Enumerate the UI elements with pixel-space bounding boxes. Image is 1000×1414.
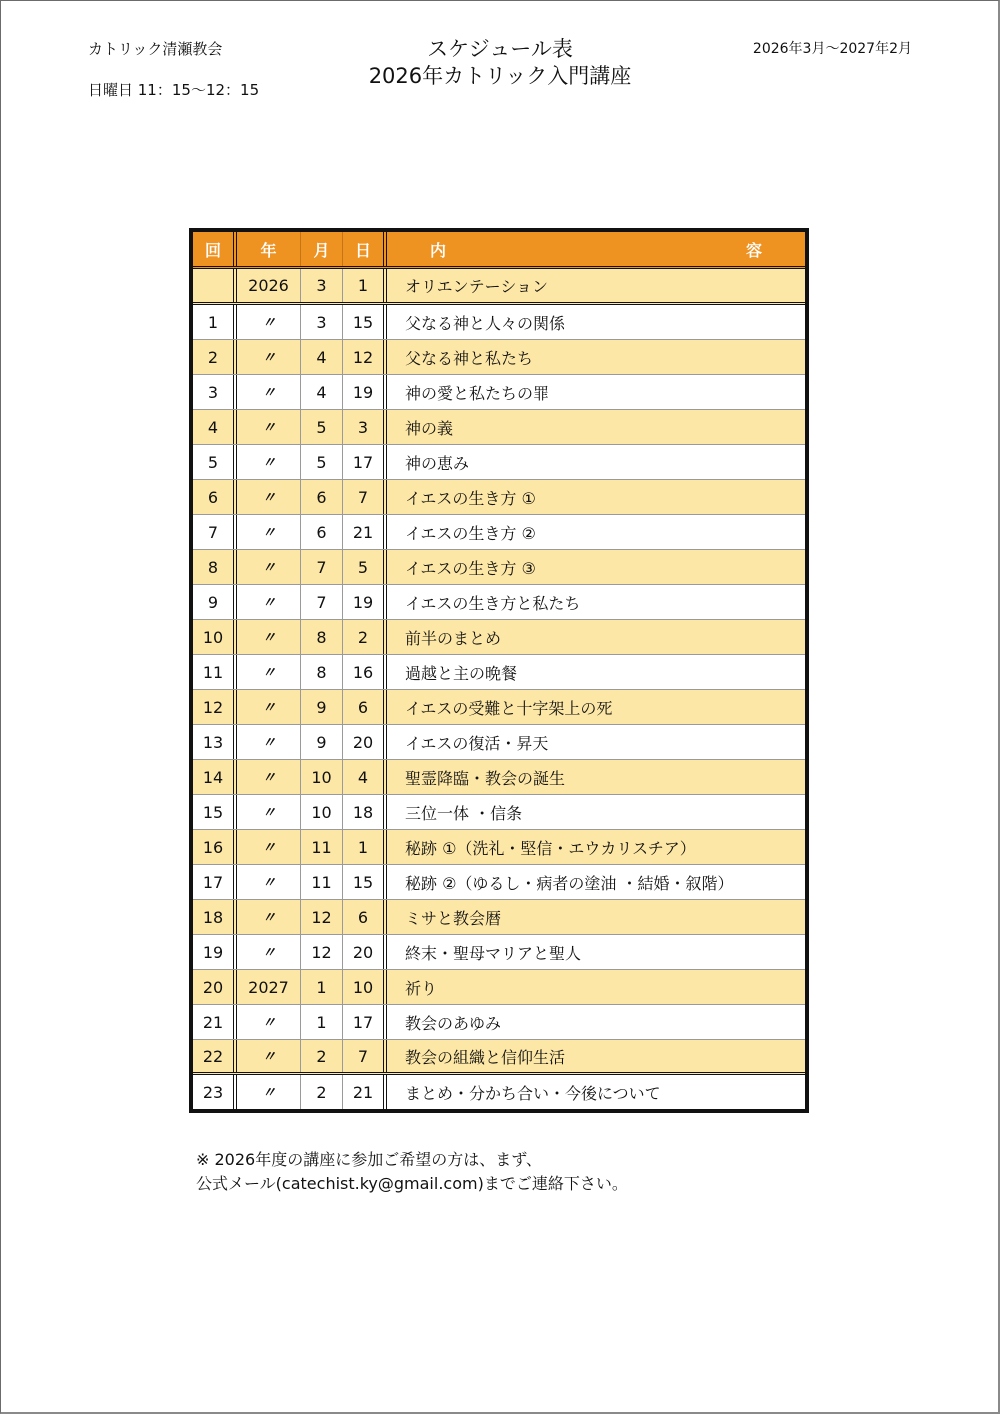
cell-month: 4 bbox=[301, 340, 343, 374]
cell-content: 教会の組織と信仰生活 bbox=[405, 1047, 566, 1067]
cell-month: 5 bbox=[301, 410, 343, 444]
cell-content: 神の愛と私たちの罪 bbox=[405, 383, 550, 403]
cell-number: 4 bbox=[193, 410, 237, 444]
cell-year: 〃 bbox=[237, 1005, 301, 1039]
cell-number: 13 bbox=[193, 725, 237, 759]
cell-content: ミサと教会暦 bbox=[405, 908, 502, 928]
cell-day: 21 bbox=[343, 1075, 387, 1109]
cell-number bbox=[193, 269, 237, 302]
table-row bbox=[193, 760, 805, 795]
cell-month: 6 bbox=[301, 515, 343, 549]
cell-number: 22 bbox=[193, 1040, 237, 1072]
cell-content: 神の義 bbox=[405, 418, 454, 438]
table-row bbox=[193, 795, 805, 830]
cell-number: 1 bbox=[193, 305, 237, 339]
schedule-time: 日曜日 11：15〜12：15 bbox=[88, 81, 260, 99]
table-row bbox=[193, 550, 805, 585]
cell-month: 3 bbox=[301, 269, 343, 302]
cell-month: 6 bbox=[301, 480, 343, 514]
cell-month: 1 bbox=[301, 970, 343, 1004]
cell-year: 〃 bbox=[237, 550, 301, 584]
title-line-1: スケジュール表 bbox=[427, 37, 573, 61]
cell-day: 16 bbox=[343, 655, 387, 689]
cell-number: 23 bbox=[193, 1075, 237, 1109]
cell-year: 〃 bbox=[237, 515, 301, 549]
table-row bbox=[193, 585, 805, 620]
cell-year: 〃 bbox=[237, 935, 301, 969]
cell-year: 〃 bbox=[237, 340, 301, 374]
table-row bbox=[193, 269, 805, 305]
table-row bbox=[193, 865, 805, 900]
cell-number: 20 bbox=[193, 970, 237, 1004]
cell-number: 21 bbox=[193, 1005, 237, 1039]
cell-year: 〃 bbox=[237, 760, 301, 794]
cell-year: 〃 bbox=[237, 725, 301, 759]
cell-month: 1 bbox=[301, 1005, 343, 1039]
cell-day: 7 bbox=[343, 480, 387, 514]
cell-month: 4 bbox=[301, 375, 343, 409]
table-row bbox=[193, 445, 805, 480]
table-row bbox=[193, 305, 805, 340]
cell-month: 9 bbox=[301, 690, 343, 724]
column-header-day: 日 bbox=[343, 232, 387, 266]
cell-day: 15 bbox=[343, 305, 387, 339]
cell-year: 〃 bbox=[237, 900, 301, 934]
table-row bbox=[193, 375, 805, 410]
cell-day: 12 bbox=[343, 340, 387, 374]
cell-content: 神の恵み bbox=[405, 453, 470, 473]
cell-day: 20 bbox=[343, 935, 387, 969]
table-row bbox=[193, 690, 805, 725]
table-row bbox=[193, 970, 805, 1005]
cell-month: 5 bbox=[301, 445, 343, 479]
cell-day: 17 bbox=[343, 1005, 387, 1039]
cell-year: 〃 bbox=[237, 865, 301, 899]
cell-content: 教会のあゆみ bbox=[405, 1013, 502, 1033]
cell-number: 14 bbox=[193, 760, 237, 794]
cell-content: イエスの復活・昇天 bbox=[405, 733, 549, 753]
cell-month: 7 bbox=[301, 585, 343, 619]
cell-number: 12 bbox=[193, 690, 237, 724]
schedule-period: 2026年3月〜2027年2月 bbox=[752, 41, 912, 57]
cell-number: 6 bbox=[193, 480, 237, 514]
cell-number: 2 bbox=[193, 340, 237, 374]
cell-month: 12 bbox=[301, 900, 343, 934]
column-header-number: 回 bbox=[193, 232, 237, 266]
cell-year: 〃 bbox=[237, 1040, 301, 1072]
cell-day: 18 bbox=[343, 795, 387, 829]
cell-number: 8 bbox=[193, 550, 237, 584]
cell-day: 10 bbox=[343, 970, 387, 1004]
table-row bbox=[193, 1040, 805, 1075]
table-row bbox=[193, 515, 805, 550]
cell-content: 三位一体 ・信条 bbox=[405, 803, 523, 823]
cell-day: 6 bbox=[343, 690, 387, 724]
table-row bbox=[193, 1075, 805, 1109]
cell-year: 〃 bbox=[237, 1075, 301, 1109]
cell-month: 8 bbox=[301, 620, 343, 654]
note-line-2: 公式メール(catechist.ky@gmail.com)までご連絡下さい。 bbox=[196, 1174, 628, 1193]
cell-content: まとめ・分かち合い・今後について bbox=[405, 1083, 661, 1103]
schedule-table bbox=[189, 228, 809, 1113]
title-line-2: 2026年カトリック入門講座 bbox=[368, 64, 632, 88]
cell-day: 20 bbox=[343, 725, 387, 759]
cell-content: 過越と主の晩餐 bbox=[405, 663, 518, 683]
cell-number: 18 bbox=[193, 900, 237, 934]
table-row bbox=[193, 900, 805, 935]
cell-number: 16 bbox=[193, 830, 237, 864]
cell-number: 7 bbox=[193, 515, 237, 549]
cell-month: 3 bbox=[301, 305, 343, 339]
cell-year: 〃 bbox=[237, 620, 301, 654]
column-header-month: 月 bbox=[301, 232, 343, 266]
cell-day: 6 bbox=[343, 900, 387, 934]
column-header-year: 年 bbox=[237, 232, 301, 266]
cell-day: 3 bbox=[343, 410, 387, 444]
cell-month: 10 bbox=[301, 760, 343, 794]
column-header-content-b: 容 bbox=[746, 240, 763, 260]
cell-content: 秘跡 ①（洗礼・堅信・エウカリスチア） bbox=[405, 838, 696, 858]
cell-year: 〃 bbox=[237, 655, 301, 689]
cell-number: 3 bbox=[193, 375, 237, 409]
cell-number: 15 bbox=[193, 795, 237, 829]
cell-content: 父なる神と私たち bbox=[405, 348, 534, 368]
cell-month: 9 bbox=[301, 725, 343, 759]
cell-year: 〃 bbox=[237, 585, 301, 619]
cell-month: 11 bbox=[301, 865, 343, 899]
cell-day: 4 bbox=[343, 760, 387, 794]
cell-month: 7 bbox=[301, 550, 343, 584]
cell-year: 〃 bbox=[237, 445, 301, 479]
cell-year: 〃 bbox=[237, 375, 301, 409]
table-row bbox=[193, 1005, 805, 1040]
column-header-content-a: 内 bbox=[429, 240, 446, 260]
cell-content: 終末・聖母マリアと聖人 bbox=[405, 943, 582, 963]
table-row bbox=[193, 725, 805, 760]
cell-content: 前半のまとめ bbox=[405, 628, 502, 648]
cell-year: 〃 bbox=[237, 830, 301, 864]
cell-day: 1 bbox=[343, 269, 387, 302]
cell-month: 2 bbox=[301, 1040, 343, 1072]
cell-year: 〃 bbox=[237, 795, 301, 829]
cell-day: 21 bbox=[343, 515, 387, 549]
cell-number: 17 bbox=[193, 865, 237, 899]
cell-year: 〃 bbox=[237, 305, 301, 339]
cell-number: 9 bbox=[193, 585, 237, 619]
cell-number: 10 bbox=[193, 620, 237, 654]
cell-year: 2027 bbox=[237, 970, 301, 1004]
cell-number: 19 bbox=[193, 935, 237, 969]
page-title bbox=[300, 36, 700, 90]
cell-day: 19 bbox=[343, 375, 387, 409]
cell-content: オリエンテーション bbox=[405, 277, 549, 296]
table-row bbox=[193, 620, 805, 655]
cell-content: 秘跡 ②（ゆるし・病者の塗油 ・結婚・叙階） bbox=[405, 873, 734, 893]
cell-year: 2026 bbox=[237, 269, 301, 302]
cell-month: 11 bbox=[301, 830, 343, 864]
cell-year: 〃 bbox=[237, 410, 301, 444]
cell-day: 17 bbox=[343, 445, 387, 479]
cell-day: 7 bbox=[343, 1040, 387, 1072]
table-row bbox=[193, 935, 805, 970]
cell-year: 〃 bbox=[237, 690, 301, 724]
cell-content: 父なる神と人々の関係 bbox=[405, 313, 566, 333]
table-row bbox=[193, 410, 805, 445]
cell-content: イエスの生き方 ② bbox=[405, 523, 536, 543]
organization-name: カトリック清瀬教会 bbox=[88, 40, 223, 58]
footer-note bbox=[196, 1148, 628, 1196]
cell-day: 19 bbox=[343, 585, 387, 619]
note-line-1: ※ 2026年度の講座に参加ご希望の方は、まず、 bbox=[196, 1150, 542, 1169]
cell-content: イエスの生き方 ① bbox=[405, 488, 536, 508]
cell-month: 8 bbox=[301, 655, 343, 689]
cell-day: 2 bbox=[343, 620, 387, 654]
cell-month: 10 bbox=[301, 795, 343, 829]
table-row bbox=[193, 655, 805, 690]
table-header-row bbox=[193, 232, 805, 269]
cell-number: 11 bbox=[193, 655, 237, 689]
cell-content: イエスの生き方と私たち bbox=[405, 593, 581, 613]
cell-day: 1 bbox=[343, 830, 387, 864]
cell-content: イエスの受難と十字架上の死 bbox=[405, 698, 613, 718]
cell-year: 〃 bbox=[237, 480, 301, 514]
cell-day: 15 bbox=[343, 865, 387, 899]
column-header-content bbox=[387, 232, 805, 266]
table-row bbox=[193, 340, 805, 375]
cell-month: 2 bbox=[301, 1075, 343, 1109]
cell-content: イエスの生き方 ③ bbox=[405, 558, 536, 578]
cell-content: 聖霊降臨・教会の誕生 bbox=[405, 768, 566, 788]
cell-day: 5 bbox=[343, 550, 387, 584]
table-row bbox=[193, 830, 805, 865]
cell-content: 祈り bbox=[405, 978, 438, 998]
table-row bbox=[193, 480, 805, 515]
cell-month: 12 bbox=[301, 935, 343, 969]
cell-number: 5 bbox=[193, 445, 237, 479]
